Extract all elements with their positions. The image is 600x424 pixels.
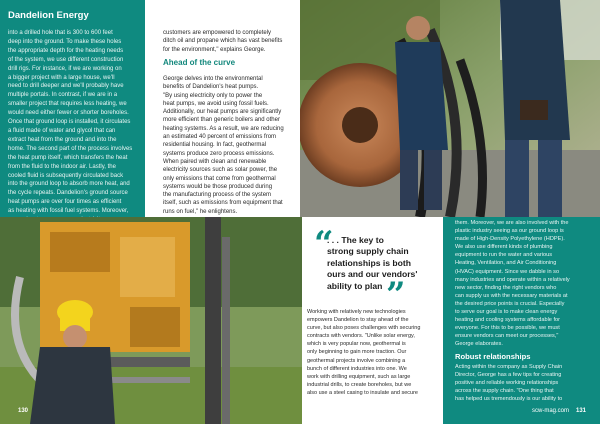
brand-title: Dandelion Energy — [8, 10, 89, 21]
pull-quote: . . . The key to strong supply chain relationships is both ours and our vendors' ability to plan — [327, 235, 418, 291]
article-column-4: them. Moreover, we are also involved with the plastic industry seeing as our ground loop is made of High-Density Polyethylene (HDPE). We also use different kinds of plumbing equipment to run the water and various Heating, Ventilation, and Air Conditioning (HVAC) equipment. Since we dabble in so many industries and operate within a relatively new sector, finding the right vendors who can supply us with the necessary materials at the desired price points is crucial. Especially to serve our goal is to make clean energy heating and cooling systems affordable for everyone. For this to be possible, we must ensure vendors can meet our processes," George elaborates. — [455, 220, 570, 348]
section-heading-robust: Robust relationships — [455, 352, 531, 361]
drill-rig-photo-graphic — [0, 217, 302, 424]
open-quote-icon: “ — [314, 224, 334, 264]
page-number-left: 130 — [18, 408, 29, 414]
close-quote-icon: ” — [386, 275, 406, 315]
drill-rig-photo — [0, 217, 302, 424]
article-column-2: George delves into the environmental benefits of Dandelion's heat pumps. "By using electricity only to power the heat pumps, we avoid using fossil fuels. Additionally, our heat pumps are significantly more efficient than generic boilers and other heating systems. As a result, we are reducing an estimated 40 percent of emissions from residential housing. In fact, geothermal systems produce zero process emissions. When paired with clean and renewable electricity sources such as solar power, the only emissions that come from geothermal systems would be those produced during the manufacturing process of the system itself, such as emissions from equipment that runs on fuel," he enlightens. — [163, 76, 284, 215]
website-link[interactable]: scw-mag.com — [532, 408, 570, 414]
article-column-4-continued: Acting within the company as Supply Chain Director, George has a few tips for creating positive and reliable working relationships across the supply chain. "One thing that has helped us tremendously is our ability to — [455, 364, 563, 403]
article-column-3: Working with relatively new technologies empowers Dandelion to stay ahead of the curve, but also poses challenges with securing contracts with vendors. "Unlike solar energy, which is very popular now, geothermal is only beginning to gain more traction. Our geothermal projects involve combining a bunch of different industries into one. We work with drilling equipment, such as large industrial drills, to create boreholes, but we also use a steel casing to insulate and secure — [307, 309, 421, 396]
article-column-1: into a drilled hole that is 300 to 600 feet deep into the ground. To make these holes the appropriate depth for the heating needs of the system, we use different construction drill rigs. For instance, if we are working on a bigger project with a large house, we'll need to drill deeper and we'll probably have multiple portals. In contrast, if we are in a smaller project that requires less heating, we would need either fewer or shorter boreholes. Once that ground loop is installed, it circulates a fluid made of water and glycol that can extract heat from the ground and into the home. The second part of the process involves the heat pump itself, which transfers the heat from the fluid to the indoor air. Lastly, the cooled fluid is subsequently circulated back into the ground loop to absorb more heat, and the cycle repeats. Dandelion's ground source heat pumps are over four times as efficient as heating with fossil fuel systems. Moreover, — [8, 30, 133, 215]
article-column-2-intro: customers are empowered to completely ditch oil and propane which has vast benefits for the environment," explains George. — [163, 30, 283, 53]
workers-photo — [300, 0, 600, 217]
workers-photo-graphic — [300, 0, 600, 217]
page-number-right: 131 — [576, 408, 587, 414]
section-heading-ahead: Ahead of the curve — [163, 58, 236, 67]
